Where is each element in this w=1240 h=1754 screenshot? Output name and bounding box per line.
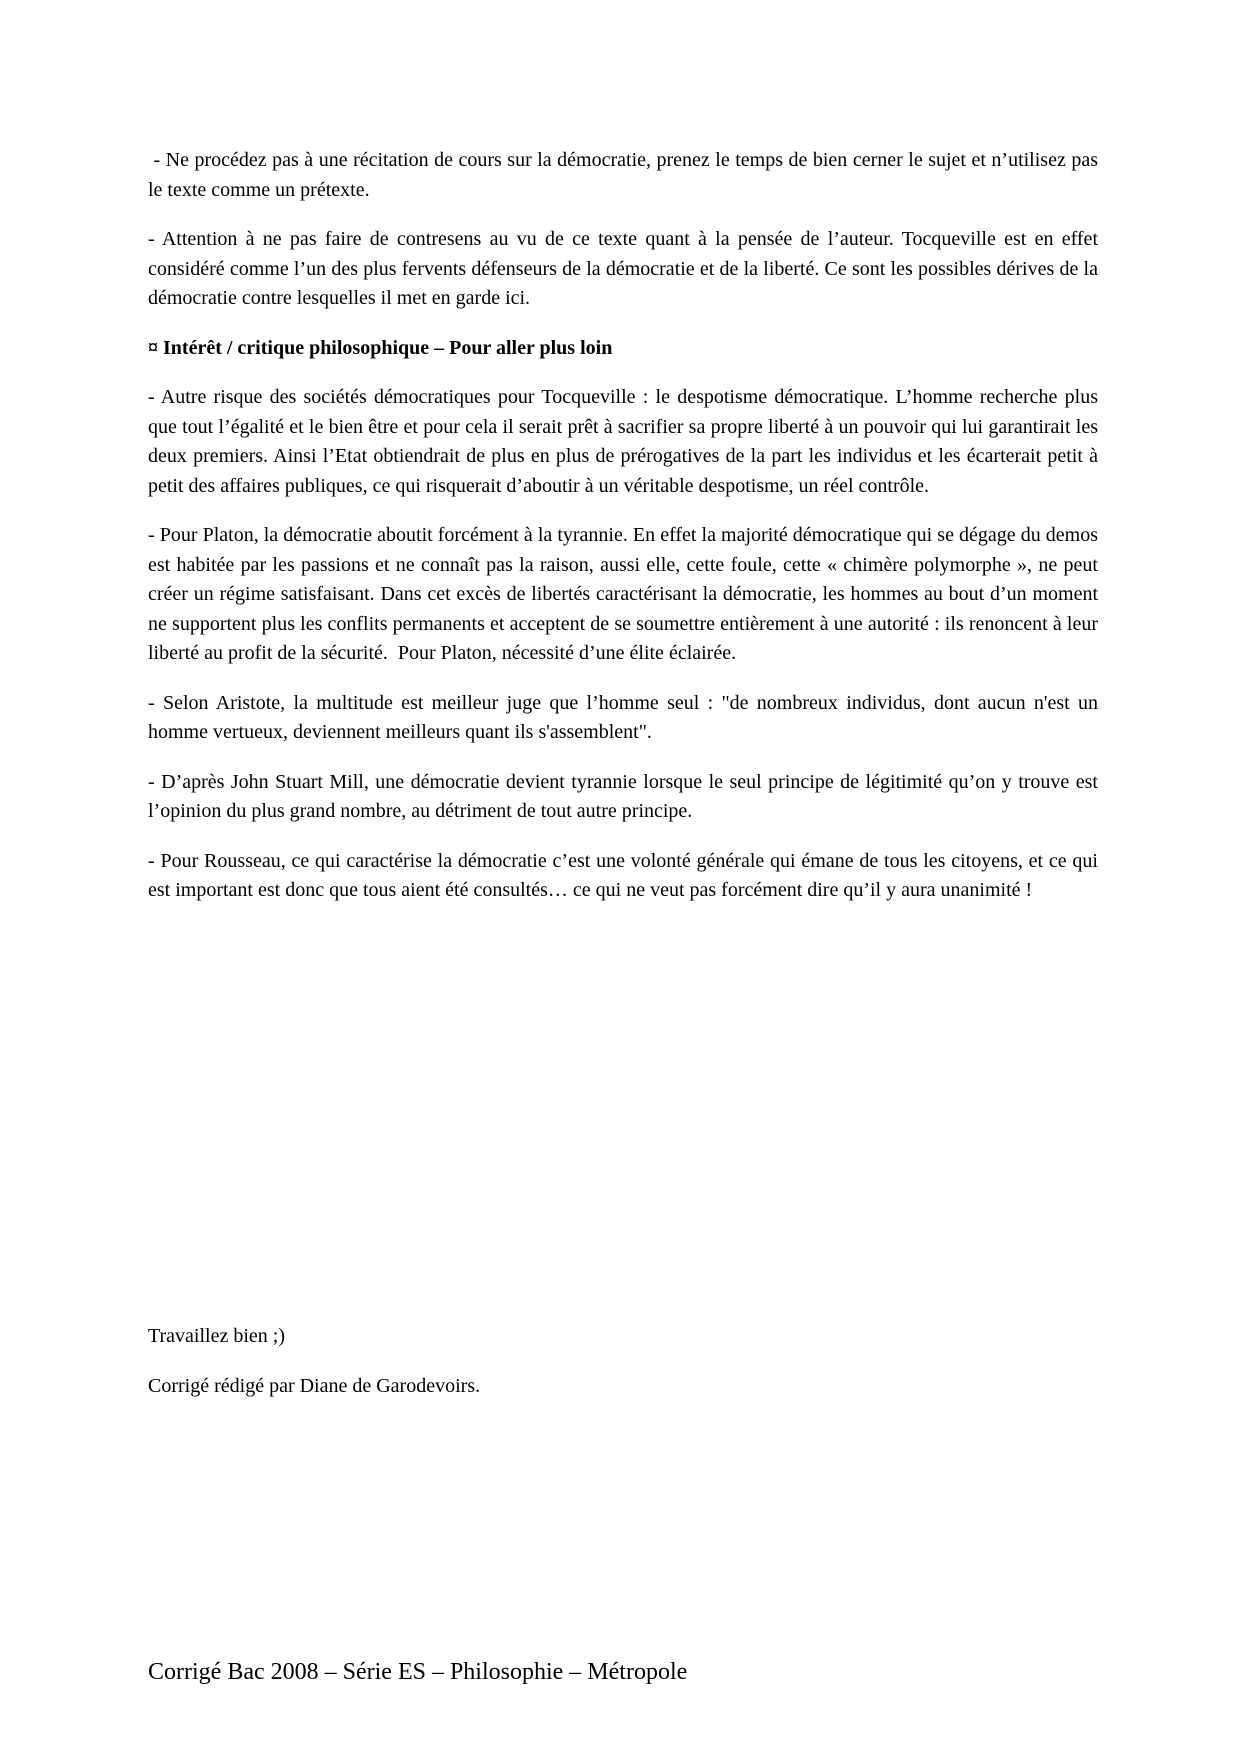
document-body bbox=[148, 146, 1098, 926]
paragraph-aristote: - Selon Aristote, la multitude est meilleur juge que l’homme seul : "de nombreux individus, dont aucun n'est un homme vertueux, deviennent meilleurs quant ils s'assemblent". bbox=[148, 691, 1098, 743]
paragraph-tocqueville-despotism: - Autre risque des sociétés démocratiques pour Tocqueville : le despotisme démocratique. L’homme recherche plus que tout l’égalité et le bien être et pour cela il serait prêt à sacrifier sa propre liberté à un pouvoir qui lui garantirait les deux premiers. Ainsi l’Etat obtiendrait de plus en plus de prérogatives de la part les individus et les écarterait petit à petit des affaires publiques, ce qui risquerait d’aboutir à un véritable despotisme, un réel contrôle. bbox=[148, 386, 1098, 497]
closing-block bbox=[148, 1322, 1098, 1421]
page-footer: Corrigé Bac 2008 – Série ES – Philosophie – Métropole bbox=[148, 1659, 688, 1685]
paragraph-rousseau: - Pour Rousseau, ce qui caractérise la démocratie c’est une volonté générale qui émane de tous les citoyens, et ce qui est important est donc que tous aient été consultés… ce qui ne veut pas forcément dire qu’il y aura unanimité ! bbox=[148, 849, 1098, 901]
section-heading: ¤ Intérêt / critique philosophique – Pour aller plus loin bbox=[148, 336, 613, 359]
paragraph-advice-recitation: - Ne procédez pas à une récitation de cours sur la démocratie, prenez le temps de bien cerner le sujet et n’utilisez pas le texte comme un prétexte. bbox=[148, 149, 1098, 201]
paragraph-advice-contresens: - Attention à ne pas faire de contresens au vu de ce texte quant à la pensée de l’auteur. Tocqueville est en effet considéré comme l’un des plus fervents défenseurs de la démocratie et de la liberté. Ce sont les possibles dérives de la démocratie contre lesquelles il met en garde ici. bbox=[148, 228, 1098, 309]
closing-greeting: Travaillez bien ;) bbox=[148, 1325, 286, 1347]
author-line: Corrigé rédigé par Diane de Garodevoirs. bbox=[148, 1374, 481, 1397]
paragraph-stuart-mill: - D’après John Stuart Mill, une démocratie devient tyrannie lorsque le seul principe de légitimité qu’on y trouve est l’opinion du plus grand nombre, au détriment de tout autre principe. bbox=[148, 770, 1098, 822]
paragraph-platon: - Pour Platon, la démocratie aboutit forcément à la tyrannie. En effet la majorité démocratique qui se dégage du demos est habitée par les passions et ne connaît pas la raison, aussi elle, cette foule, cette « chimère polymorphe », ne peut créer un régime satisfaisant. Dans cet excès de libertés caractérisant la démocratie, les hommes au bout d’un moment ne supportent plus les conflits permanents et acceptent de se soumettre entièrement à une autorité : ils renoncent à leur liberté au profit de la sécurité. Pour Platon, nécessité d’une élite éclairée. bbox=[148, 524, 1098, 664]
